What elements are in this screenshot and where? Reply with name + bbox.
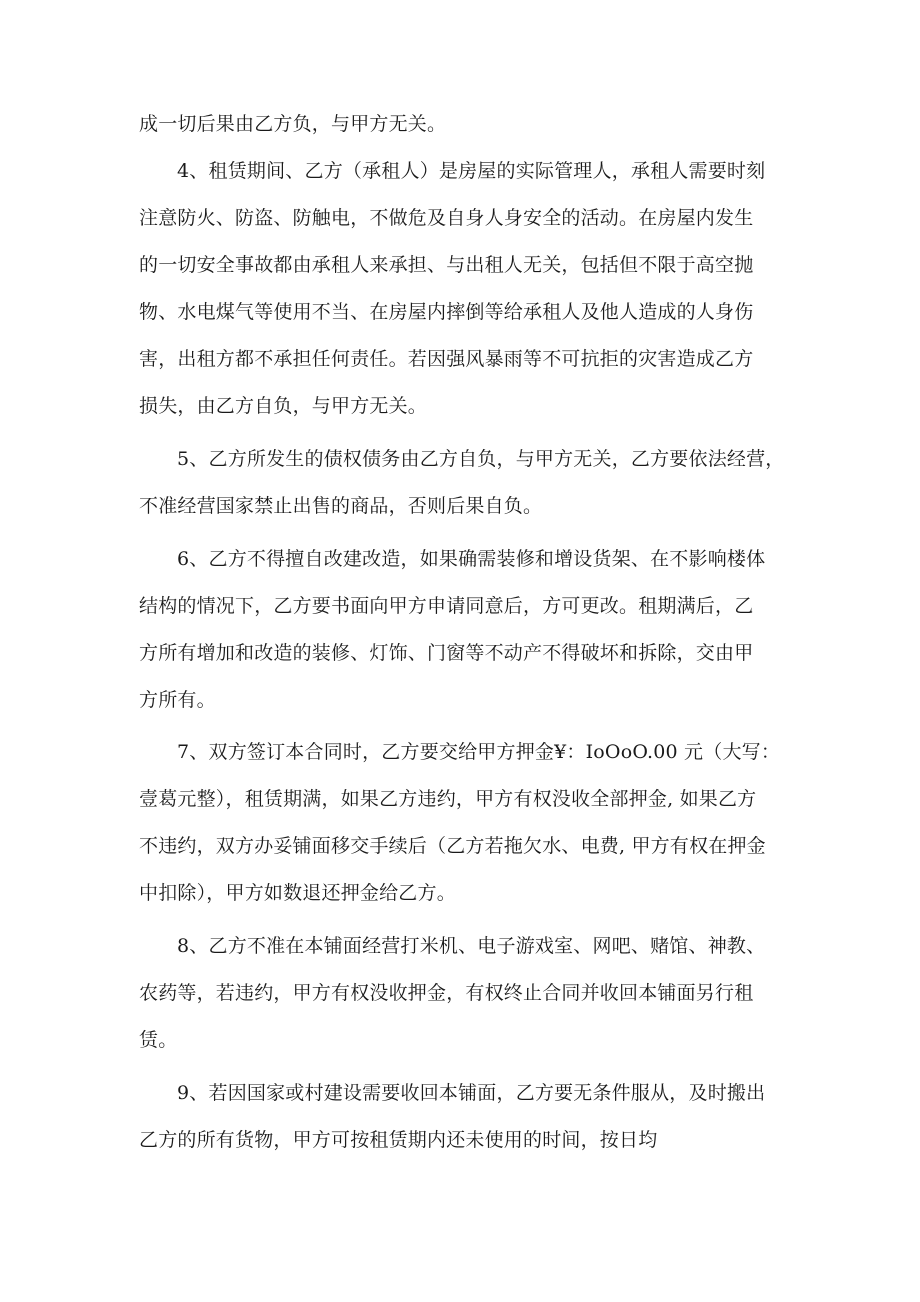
text-line: 农药等，若违约，甲方有权没收押金，有权终止合同并收回本铺面另行租: [139, 982, 754, 1004]
clause-5-line: 5、乙方所发生的债权债务由乙方自负，与甲方无关，乙方要依法经营，: [177, 448, 785, 470]
text-line: 损失，由乙方自负，与甲方无关。: [139, 395, 428, 417]
text-line: 壹葛元整），租赁期满，如果乙方违约，甲方有权没收全部押金, 如果乙方: [139, 788, 757, 810]
text-line: 不违约，双方办妥铺面移交手续后（乙方若拖欠水、电费, 甲方有权在押金: [139, 835, 766, 857]
clause-6-line: 6、乙方不得擅自改建改造，如果确需装修和增设货架、在不影响楼体: [177, 548, 766, 570]
text-line: 方所有。: [139, 689, 216, 711]
clause-4-line: 4、租赁期间、乙方（承租人）是房屋的实际管理人，承租人需要时刻: [177, 160, 766, 182]
text-line: 害，出租方都不承担任何责任。若因强风暴雨等不可抗拒的灾害造成乙方: [139, 348, 754, 370]
text-line: 乙方的所有货物，甲方可按租赁期内还未使用的时间，按日均: [139, 1129, 658, 1151]
text-line: 成一切后果由乙方负，与甲方无关。: [139, 113, 447, 135]
text-line: 不准经营国家禁止出售的商品，否则后果自负。: [139, 495, 543, 517]
text-line: 赁。: [139, 1029, 178, 1051]
text-line: 的一切安全事故都由承租人来承担、与出租人无关，包括但不限于高空抛: [139, 254, 754, 276]
text-line: 结构的情况下，乙方要书面向甲方申请同意后，方可更改。租期满后，乙: [139, 595, 754, 617]
clause-7-line: 7、双方签订本合同时，乙方要交给甲方押金¥：IoOoO.00 元（大写：: [177, 741, 781, 763]
text-line: 方所有增加和改造的装修、灯饰、门窗等不动产不得破坏和拆除，交由甲: [139, 642, 754, 664]
text-line: 物、水电煤气等使用不当、在房屋内摔倒等给承租人及他人造成的人身伤: [139, 301, 754, 323]
text-line: 中扣除），甲方如数退还押金给乙方。: [139, 882, 456, 904]
clause-9-line: 9、若因国家或村建设需要收回本铺面，乙方要无条件服从，及时搬出: [177, 1082, 766, 1104]
clause-8-line: 8、乙方不准在本铺面经营打米机、电子游戏室、网吧、赌馆、神教、: [177, 935, 766, 957]
text-line: 注意防火、防盗、防触电，不做危及自身人身安全的活动。在房屋内发生: [139, 207, 754, 229]
